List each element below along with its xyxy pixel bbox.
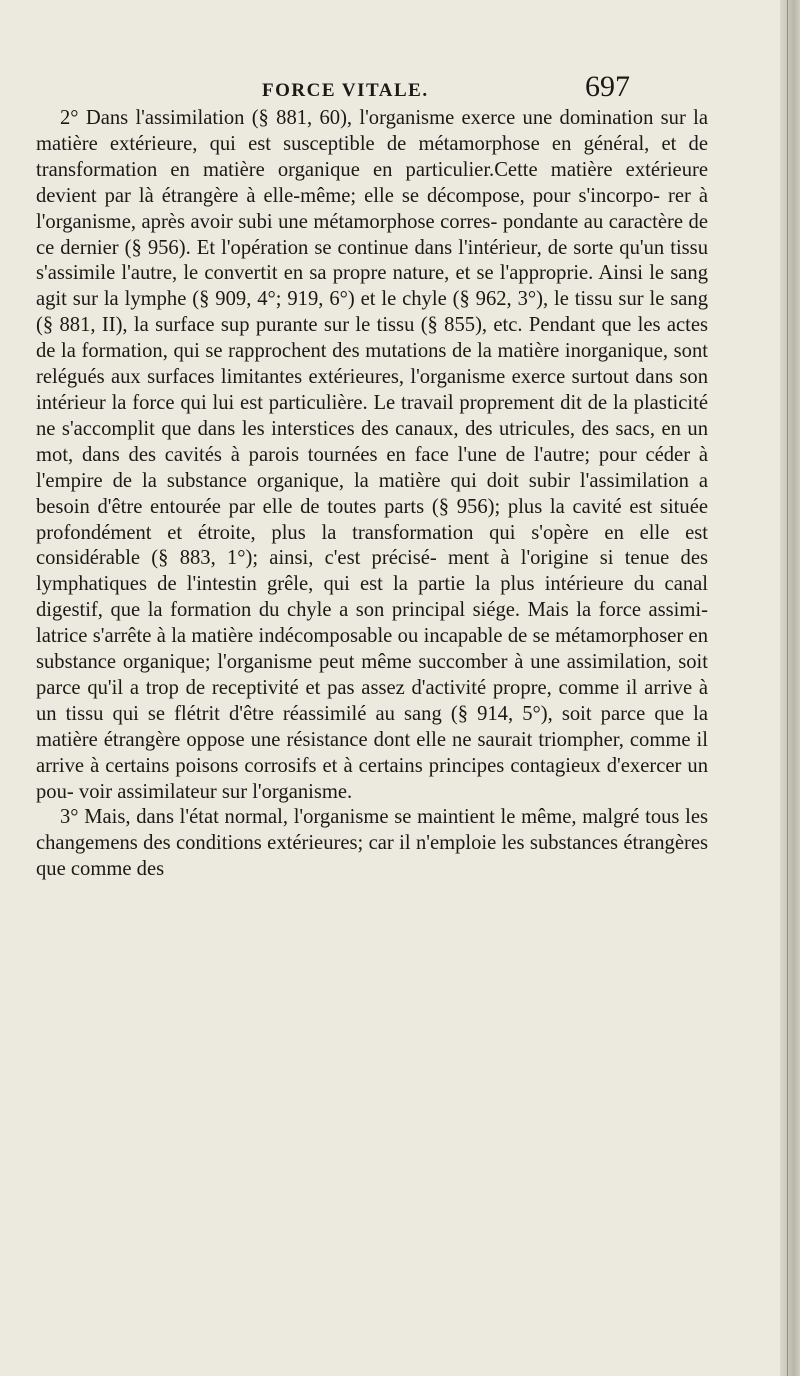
running-head	[0, 68, 782, 108]
binding-edge	[780, 0, 800, 1376]
running-title: FORCE VITALE.	[262, 80, 429, 101]
text-block	[36, 106, 708, 883]
binding-line	[787, 0, 788, 1376]
page-number: 697	[585, 70, 630, 103]
paragraph-normal-state: 3° Mais, dans l'état normal, l'organisme se maintient le même, malgré tous les changemens des conditions extérieures; car il n'emploie les substances étrangères que comme des	[36, 806, 708, 881]
paragraph-assimilation: 2° Dans l'assimilation (§ 881, 60), l'organisme exerce une domination sur la matière extérieure, qui est susceptible de métamorphose en général, et de transformation en matière organique en particulier.Cette matière extérieure devient par là étrangère à elle-même; elle se décompose, pour s'incorpo- rer à l'organisme, après avoir subi une métamorphose corres- pondante au caractère de ce dernier (§ 956). Et l'opération se continue dans l'intérieur, de sorte qu'un tissu s'assimile l'autre, le convertit en sa propre nature, et se l'approprie. Ainsi le sang agit sur la lymphe (§ 909, 4°; 919, 6°) et le chyle (§ 962, 3°), le tissu sur le sang (§ 881, II), la surface sup purante sur le tissu (§ 855), etc. Pendant que les actes de la formation, qui se rapprochent des mutations de la matière inorganique, sont relégués aux surfaces limitantes extérieures, l'organisme exerce surtout dans son intérieur la force qui lui est particulière. Le travail proprement dit de la plasticité ne s'accomplit que dans les interstices des canaux, des utricules, des sacs, en un mot, dans des cavités à parois tournées en face l'une de l'autre; pour céder à l'empire de la substance organique, la matière qui doit subir l'assimilation a besoin d'être entourée par elle de toutes parts (§ 956); plus la cavité est située profondément et étroite, plus la transformation qui s'opère en elle est considérable (§ 883, 1°); ainsi, c'est précisé- ment à l'origine si tenue des lymphatiques de l'intestin grêle, qui est la partie la plus intérieure du canal digestif, que la formation du chyle a son principal siége. Mais la force assimi- latrice s'arrête à la matière indécomposable ou incapable de se métamorphoser en substance organique; l'organisme peut même succomber à une assimilation, soit parce qu'il a trop de receptivité et pas assez d'activité propre, comme il arrive à un tissu qui se flétrit d'être réassimilé au sang (§ 914, 5°), soit parce que la matière étrangère oppose une résistance dont elle ne saurait triompher, comme il arrive à certains poisons corrosifs et à certains principes contagieux d'exercer un pou- voir assimilateur sur l'organisme.	[36, 107, 708, 803]
